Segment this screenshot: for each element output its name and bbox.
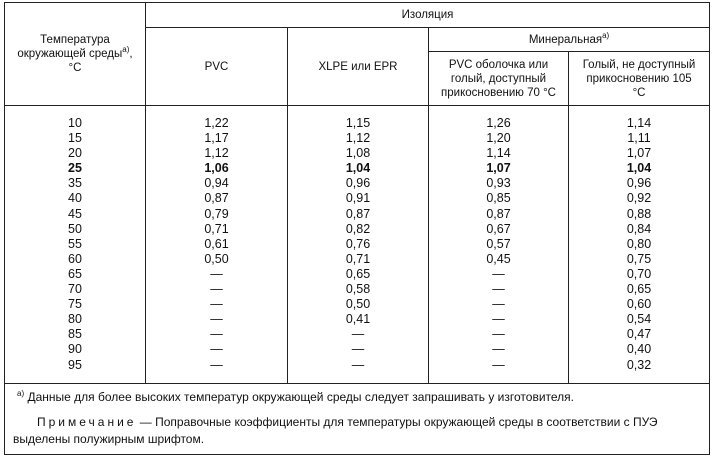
cell-t-90: 90 [68, 342, 82, 357]
cell-xlpe-75: 0,50 [345, 297, 371, 312]
temperature-footnote-marker: а) [122, 45, 130, 55]
cell-t-85: 85 [68, 327, 82, 342]
cell-t-55: 55 [68, 236, 82, 251]
cell-pvc-20: 1,12 [204, 146, 229, 161]
cell-pvc-70: — [210, 282, 223, 297]
cell-m70-60: 0,45 [486, 251, 511, 266]
cell-m105-50: 0,84 [626, 221, 652, 236]
cell-t-75: 75 [68, 297, 82, 312]
cell-m105-75: 0,60 [626, 297, 652, 312]
mineral-label: Минеральная [528, 33, 603, 46]
cell-m105-85: 0,47 [626, 327, 652, 342]
cell-m105-70: 0,65 [626, 282, 652, 297]
cell-xlpe-40: 0,91 [345, 191, 371, 206]
cell-t-95: 95 [68, 357, 82, 372]
cell-t-40: 40 [68, 191, 82, 206]
cell-m105-95: 0,32 [626, 357, 652, 372]
cell-pvc-25: 1,06 [204, 161, 229, 176]
header-col-mineral-105 [569, 52, 710, 106]
cell-pvc-90: — [210, 342, 223, 357]
cell-t-65: 65 [68, 266, 82, 281]
header-col-mineral-70-text: PVC оболочка или голый, доступный прикосновению 70 °С [441, 58, 556, 99]
cell-m105-25: 1,04 [626, 161, 652, 176]
cell-m105-40: 0,92 [626, 191, 652, 206]
cell-m105-20: 1,07 [626, 146, 652, 161]
cell-m105-15: 1,11 [627, 131, 651, 146]
cell-xlpe-50: 0,82 [345, 221, 371, 236]
column-temperature-values [5, 106, 146, 384]
note-label: Примечание [37, 415, 137, 429]
header-col-mineral-105-text: Голый, не доступный прикосновению 105 °С [582, 58, 696, 99]
note [13, 414, 701, 448]
cell-m70-80: — [492, 312, 505, 327]
cell-m105-55: 0,80 [626, 236, 652, 251]
header-insulation: Изоляция [146, 3, 710, 28]
cell-m70-40: 0,85 [486, 191, 511, 206]
cell-m105-45: 0,88 [626, 206, 652, 221]
cell-xlpe-65: 0,65 [345, 266, 371, 281]
cell-xlpe-25: 1,04 [345, 161, 371, 176]
cell-m105-80: 0,54 [626, 312, 652, 327]
cell-xlpe-10: 1,15 [345, 116, 371, 130]
cell-xlpe-35: 0,96 [345, 176, 371, 191]
cell-pvc-80: — [210, 312, 223, 327]
cell-pvc-10: 1,22 [204, 116, 229, 130]
cell-m105-10: 1,14 [626, 116, 652, 130]
cell-t-45: 45 [68, 206, 82, 221]
cell-t-35: 35 [68, 176, 82, 191]
column-pvc-values [146, 106, 288, 384]
cell-xlpe-70: 0,58 [345, 282, 371, 297]
cell-m70-75: — [492, 297, 505, 312]
cell-xlpe-80: 0,41 [345, 312, 371, 327]
cell-xlpe-60: 0,71 [345, 251, 371, 266]
footnote [13, 389, 701, 406]
cell-t-80: 80 [68, 312, 82, 327]
cell-t-25: 25 [68, 161, 82, 176]
cell-pvc-60: 0,50 [204, 251, 229, 266]
cell-m105-90: 0,40 [626, 342, 652, 357]
cell-pvc-95: — [210, 357, 223, 372]
cell-m70-25: 1,07 [486, 161, 511, 176]
header-col-mineral-70 [429, 52, 569, 106]
cell-m70-90: — [492, 342, 505, 357]
cell-xlpe-45: 0,87 [345, 206, 371, 221]
cell-pvc-55: 0,61 [204, 236, 229, 251]
cell-m105-60: 0,75 [626, 251, 652, 266]
column-xlpe-values [288, 106, 429, 384]
cell-m70-45: 0,87 [486, 206, 511, 221]
cell-xlpe-15: 1,12 [345, 131, 371, 146]
footnote-text: Данные для более высоких температур окружающей среды следует запрашивать у изготовителя. [24, 390, 574, 404]
cell-xlpe-85: — [351, 327, 365, 342]
cell-m70-65: — [492, 266, 505, 281]
cell-pvc-15: 1,17 [204, 131, 229, 146]
cell-m70-15: 1,20 [486, 131, 511, 146]
column-mineral-105-values [569, 106, 710, 384]
temperature-label: Температура окружающей среды [17, 34, 123, 60]
cell-t-20: 20 [68, 146, 82, 161]
header-mineral [429, 28, 710, 52]
cell-xlpe-90: — [351, 342, 365, 357]
cell-pvc-45: 0,79 [204, 206, 229, 221]
footnote-marker: а) [17, 389, 25, 398]
cell-t-15: 15 [68, 131, 82, 146]
cell-m70-70: — [492, 282, 505, 297]
cell-m70-35: 0,93 [486, 176, 511, 191]
cell-m70-95: — [492, 357, 505, 372]
cell-m105-65: 0,70 [626, 266, 652, 281]
cell-pvc-35: 0,94 [204, 176, 229, 191]
cell-pvc-50: 0,71 [204, 221, 229, 236]
cell-xlpe-95: — [351, 357, 365, 372]
header-col-xlpe: XLPE или EPR [288, 28, 429, 106]
cell-m70-85: — [492, 327, 505, 342]
column-mineral-70-values [429, 106, 569, 384]
cell-m70-20: 1,14 [486, 146, 511, 161]
cell-pvc-85: — [210, 327, 223, 342]
cell-pvc-65: — [210, 266, 223, 281]
cell-m105-35: 0,96 [626, 176, 652, 191]
header-col-pvc: PVC [146, 28, 288, 106]
cell-pvc-75: — [210, 297, 223, 312]
cell-m70-55: 0,57 [486, 236, 511, 251]
temperature-unit: , °С [68, 48, 133, 74]
header-temperature [5, 3, 146, 106]
cell-m70-10: 1,26 [486, 116, 511, 130]
correction-factors-table [4, 2, 710, 455]
note-text: — Поправочные коэффициенты для температуры окружающей среды в соответствии с ПУЭ выделены полужирным шрифтом. [13, 415, 658, 446]
cell-pvc-40: 0,87 [204, 191, 229, 206]
cell-t-70: 70 [68, 282, 82, 297]
cell-t-10: 10 [68, 116, 82, 130]
cell-t-60: 60 [68, 251, 82, 266]
cell-xlpe-55: 0,76 [345, 236, 371, 251]
cell-m70-50: 0,67 [486, 221, 511, 236]
notes-section [5, 384, 710, 455]
cell-xlpe-20: 1,08 [345, 146, 371, 161]
mineral-footnote-marker: а) [602, 30, 610, 40]
cell-t-50: 50 [68, 221, 82, 236]
